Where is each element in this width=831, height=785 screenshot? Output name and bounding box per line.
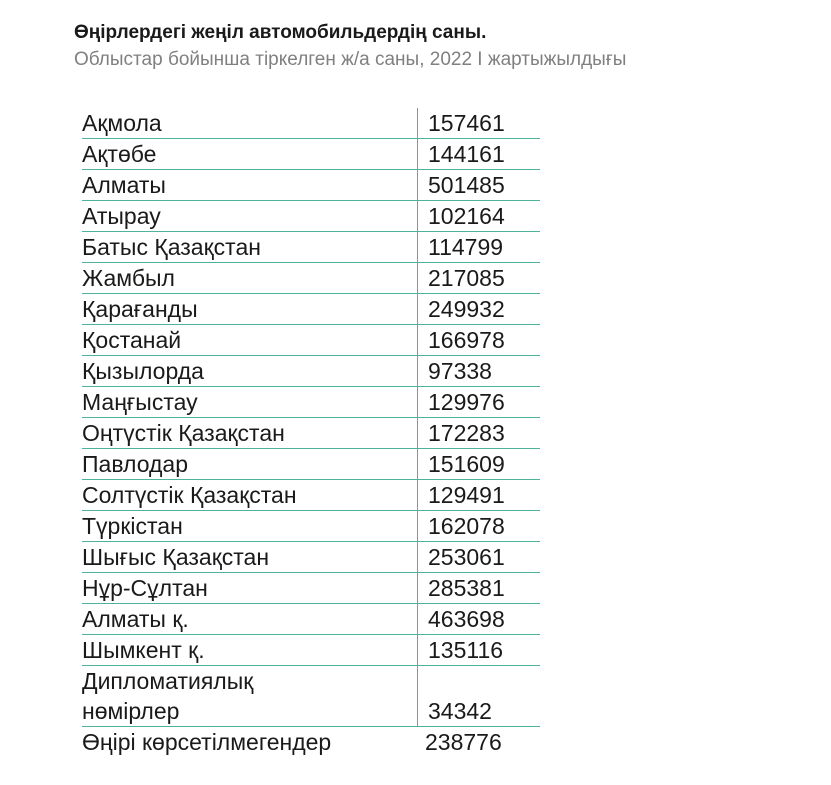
- vehicle-count: 151609: [417, 449, 540, 479]
- region-label: Алматы қ.: [82, 606, 189, 632]
- table-row: [82, 139, 540, 170]
- region-label: Қостанай: [82, 327, 182, 353]
- vehicle-count: 463698: [417, 604, 540, 634]
- vehicle-count: 238776: [425, 729, 502, 755]
- vehicle-count: 249932: [417, 294, 540, 324]
- chart-title: Өңірлердегі жеңіл автомобильдердің саны.: [74, 22, 487, 43]
- vehicle-count: 129491: [417, 480, 540, 510]
- table-row: [82, 418, 540, 449]
- region-label: Павлодар: [82, 451, 188, 477]
- table-row: [82, 263, 540, 294]
- vehicle-count: 166978: [417, 325, 540, 355]
- vehicle-count: 135116: [417, 635, 540, 665]
- region-label: Маңғыстау: [82, 389, 198, 415]
- region-label: Шымкент қ.: [82, 637, 205, 663]
- table-row: [82, 511, 540, 542]
- table-row: [82, 108, 540, 139]
- table-row: [82, 449, 540, 480]
- region-label: Қарағанды: [82, 296, 198, 322]
- vehicle-count: 144161: [417, 139, 540, 169]
- vehicle-count: 129976: [417, 387, 540, 417]
- data-table: [82, 108, 540, 757]
- table-row: [82, 356, 540, 387]
- vehicle-count: 501485: [417, 170, 540, 200]
- vehicle-count: 34342: [417, 666, 540, 726]
- table-row: [82, 542, 540, 573]
- region-label: Дипломатиялық нөмірлер: [82, 668, 254, 724]
- table-row: [82, 325, 540, 356]
- chart-subtitle: Облыстар бойынша тіркелген ж/а саны, 2022 І жартыжылдығы: [74, 49, 627, 70]
- table-row: [82, 294, 540, 325]
- vehicle-count: 162078: [417, 511, 540, 541]
- table-row: [82, 727, 540, 757]
- vehicle-count: 253061: [417, 542, 540, 572]
- region-label: Өңірі көрсетілмегендер: [82, 729, 332, 755]
- table-row: [82, 666, 540, 727]
- vehicle-count: 285381: [417, 573, 540, 603]
- region-label: Ақмола: [82, 110, 162, 136]
- table-row: [82, 201, 540, 232]
- region-label: Нұр-Сұлтан: [82, 575, 208, 601]
- table-row: [82, 232, 540, 263]
- region-label: Атырау: [82, 203, 161, 229]
- region-label: Қызылорда: [82, 358, 204, 384]
- table-row: [82, 387, 540, 418]
- table-row: [82, 604, 540, 635]
- region-label: Батыс Қазақстан: [82, 234, 261, 260]
- table-row: [82, 635, 540, 666]
- vehicle-count: 217085: [417, 263, 540, 293]
- vehicle-count: 97338: [417, 356, 540, 386]
- table-row: [82, 480, 540, 511]
- vehicle-count: 157461: [417, 108, 540, 138]
- region-label: Түркістан: [82, 513, 183, 539]
- table-row: [82, 170, 540, 201]
- region-label: Шығыс Қазақстан: [82, 544, 270, 570]
- region-label: Ақтөбе: [82, 141, 157, 167]
- region-label: Алматы: [82, 172, 166, 198]
- region-label: Солтүстік Қазақстан: [82, 482, 297, 508]
- vehicle-count: 172283: [417, 418, 540, 448]
- table-row: [82, 573, 540, 604]
- vehicle-count: 102164: [417, 201, 540, 231]
- vehicle-count: 114799: [417, 232, 540, 262]
- region-label: Жамбыл: [82, 265, 175, 291]
- region-label: Оңтүстік Қазақстан: [82, 420, 285, 446]
